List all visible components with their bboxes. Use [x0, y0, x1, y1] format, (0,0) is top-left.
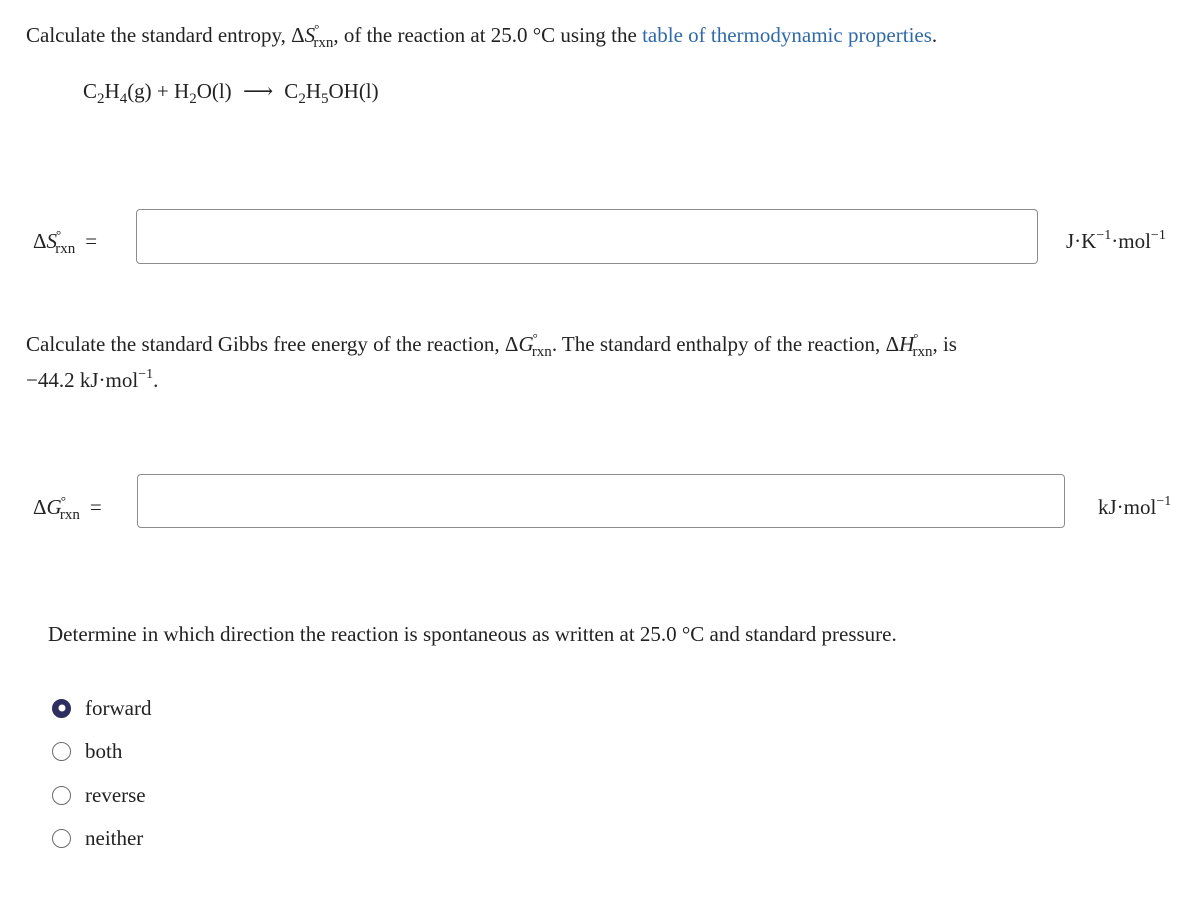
- option-label: neither: [85, 825, 144, 850]
- entropy-symbol: S: [304, 23, 316, 47]
- unit-exponent: −1: [138, 367, 154, 382]
- enthalpy-value: [26, 367, 158, 393]
- entropy-unit: [1066, 228, 1166, 254]
- question-text: . The standard enthalpy of the reaction,: [551, 332, 886, 356]
- radio-selected-icon[interactable]: [52, 699, 71, 718]
- entropy-symbol: S: [46, 229, 58, 253]
- radio-icon[interactable]: [52, 786, 71, 805]
- delta-symbol: Δ: [33, 495, 47, 519]
- eq-text: (g) + H: [127, 79, 190, 103]
- eq-h: H: [305, 79, 321, 103]
- eq-sub: 2: [189, 91, 197, 107]
- entropy-label: [33, 227, 98, 257]
- eq-c: C: [284, 79, 299, 103]
- option-forward[interactable]: [52, 695, 151, 721]
- question-text: .: [153, 368, 159, 392]
- rxn-subscript: rxn: [59, 507, 80, 523]
- question-text: Calculate the standard Gibbs free energy of the reaction,: [26, 332, 505, 356]
- option-label: forward: [85, 695, 152, 720]
- rxn-subscript: rxn: [912, 344, 933, 360]
- equals-sign: =: [85, 229, 98, 253]
- gibbs-symbol: G: [46, 495, 62, 519]
- chemical-equation: [83, 78, 379, 107]
- option-neither[interactable]: [52, 825, 143, 851]
- unit-text: ·mol: [1111, 229, 1151, 253]
- question-text: , of the reaction at 25.0 °C using the: [333, 23, 643, 47]
- unit-exponent: −1: [1156, 494, 1172, 509]
- eq-sub: 5: [320, 91, 329, 107]
- option-reverse[interactable]: [52, 782, 146, 808]
- question-direction: Determine in which direction the reaction is spontaneous as written at 25.0 °C and standard pressure.: [48, 622, 897, 646]
- option-label: both: [85, 738, 123, 763]
- degree-symbol: °: [60, 493, 66, 508]
- thermo-table-link[interactable]: table of thermodynamic properties: [642, 23, 932, 47]
- unit-text: kJ·mol: [1098, 495, 1157, 519]
- enthalpy-symbol: H: [899, 332, 915, 356]
- question-text: Calculate the standard entropy,: [26, 23, 292, 47]
- degree-symbol: °: [532, 330, 538, 345]
- eq-sub: 2: [97, 91, 105, 107]
- degree-symbol: °: [913, 330, 919, 345]
- degree-symbol: °: [56, 227, 62, 242]
- question-gibbs: [26, 330, 957, 360]
- delta-symbol: Δ: [291, 23, 305, 47]
- eq-h: H: [104, 79, 120, 103]
- eq-c: C: [83, 79, 98, 103]
- gibbs-unit: [1098, 494, 1171, 520]
- unit-exponent: −1: [1096, 228, 1112, 243]
- radio-icon[interactable]: [52, 742, 71, 761]
- gibbs-input[interactable]: [137, 474, 1065, 528]
- unit-text: J·K: [1066, 229, 1097, 253]
- eq-sub: 2: [298, 91, 306, 107]
- degree-symbol: °: [314, 21, 320, 36]
- option-label: reverse: [85, 782, 146, 807]
- radio-icon[interactable]: [52, 829, 71, 848]
- rxn-subscript: rxn: [313, 35, 334, 51]
- entropy-input[interactable]: [136, 209, 1038, 264]
- eq-sub: 4: [119, 91, 128, 107]
- eq-text: O(l): [196, 79, 232, 103]
- question-text: .: [931, 23, 938, 47]
- delta-symbol: Δ: [33, 229, 47, 253]
- gibbs-symbol: G: [518, 332, 534, 356]
- delta-symbol: Δ: [504, 332, 519, 356]
- option-both[interactable]: [52, 738, 122, 764]
- enthalpy-value-text: −44.2 kJ·mol: [26, 368, 139, 392]
- delta-symbol: Δ: [885, 332, 900, 356]
- unit-exponent: −1: [1150, 228, 1166, 243]
- gibbs-label: [33, 493, 102, 523]
- equals-sign: =: [89, 495, 102, 519]
- rxn-subscript: rxn: [55, 241, 76, 257]
- question-entropy: [26, 21, 938, 51]
- rxn-subscript: rxn: [531, 344, 552, 360]
- question-text: , is: [932, 332, 957, 356]
- reaction-arrow-icon: ⟶: [242, 79, 274, 103]
- eq-text: OH(l): [328, 79, 379, 103]
